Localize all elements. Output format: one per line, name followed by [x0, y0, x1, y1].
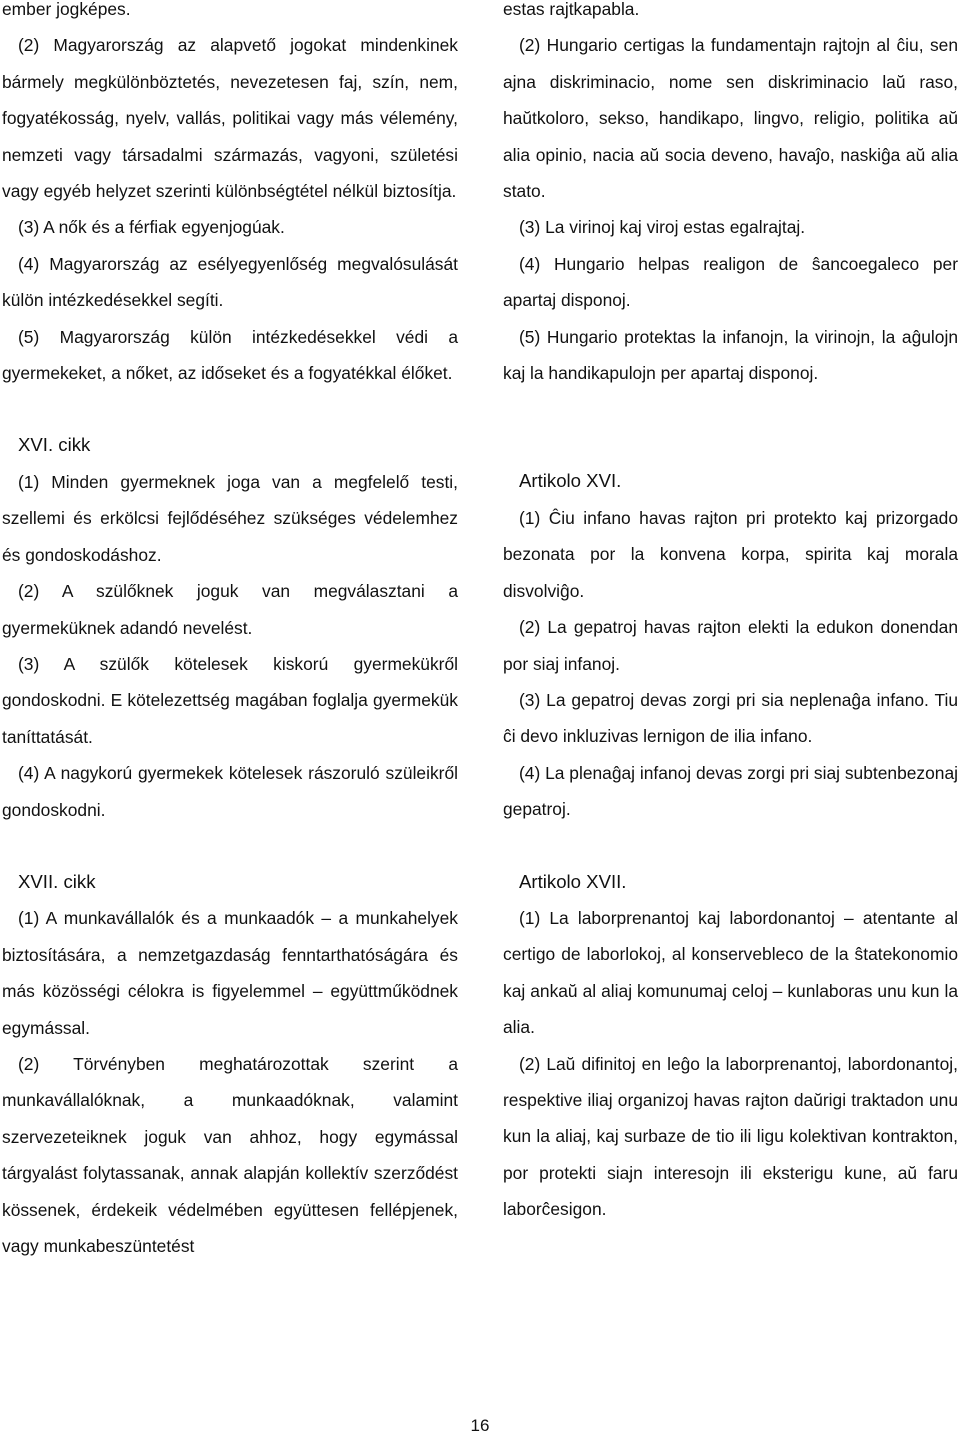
paragraph-continuation: estas rajtkapabla. [503, 0, 640, 19]
article-16-paragraph-3: (3) A szülők kötelesek kiskorú gyermekükről gondoskodni. E kötelezettség magában foglalja gyermekük taníttatását. [2, 653, 458, 747]
article-17-paragraph-2: (2) Laŭ difinitoj en leĝo la laborprenantoj, labordonantoj, respektive iliaj organizoj havas rajton daŭrigi traktadon unu kun la aliaj, kaj surbaze de tio ili ligu kolektivan kontrakton, por protekti siajn interesojn ili eksterigu kune, aŭ faru laborĉesigon. [503, 1053, 958, 1220]
article-16-paragraph-2: (2) A szülőknek joguk van megválasztani a gyermeküknek adandó nevelést. [2, 581, 458, 638]
paragraph-2: (2) Hungario certigas la fundamentajn rajtojn al ĉiu, sen ajna diskriminacio, nome sen diskriminacio laŭ raso, haŭtkoloro, sekso, handikapo, lingvo, religio, politika aŭ alia opinio, nacia aŭ socia deveno, havaĵo, naskiĝa aŭ alia stato. [503, 35, 958, 202]
hungarian-column [2, 0, 458, 1264]
paragraph-2: (2) Magyarország az alapvető jogokat mindenkinek bármely megkülönböztetés, nevezetesen faj, szín, nem, fogyatékosság, nyelv, vallás, politikai vagy más vélemény, nemzeti vagy társadalmi származás, vagyoni, születési vagy egyéb helyzet szerinti különbségtétel nélkül biztosítja. [2, 35, 458, 202]
article-16-paragraph-1: (1) Minden gyermeknek joga van a megfelelő testi, szellemi és erkölcsi fejlődéséhez szükséges védelemhez és gondoskodáshoz. [2, 471, 458, 565]
article-16-paragraph-4: (4) La plenaĝaj infanoj devas zorgi pri siaj subtenbezonaj gepatroj. [503, 762, 958, 820]
article-16-paragraph-2: (2) La gepatroj havas rajton elekti la edukon donendan por siaj infanoj. [503, 617, 958, 674]
article-17-paragraph-2: (2) Törvényben meghatározottak szerint a munkavállalóknak, a munkaadóknak, valamint szervezeteiknek joguk van ahhoz, hogy egymással tárgyalást folytassanak, annak alapján kollektív szerződést kössenek, érdekeik védelmében együttesen fellépjenek, vagy munkabeszüntetést [2, 1053, 458, 1256]
article-16-paragraph-1: (1) Ĉiu infano havas rajton pri protekto kaj prizorgado bezonata por la konvena korpa, spirita kaj morala disvolviĝo. [503, 507, 958, 601]
esperanto-column [503, 0, 958, 1228]
paragraph-4: (4) Magyarország az esélyegyenlőség megvalósulását külön intézkedésekkel segíti. [2, 253, 458, 311]
paragraph-continuation: ember jogképes. [2, 0, 131, 19]
paragraph-5: (5) Hungario protektas la infanojn, la virinojn, la aĝulojn kaj la handikapulojn per apartaj disponoj. [503, 326, 958, 384]
paragraph-3: (3) A nők és a férfiak egyenjogúak. [18, 217, 285, 238]
article-16-heading: Artikolo XVI. [519, 470, 622, 492]
paragraph-4: (4) Hungario helpas realigon de ŝancoegaleco per apartaj disponoj. [503, 253, 958, 311]
article-17-paragraph-1: (1) La laborprenantoj kaj labordonantoj – atentante al certigo de laborlokoj, al konservebleco de la ŝtatekonomio kaj ankaŭ al aliaj komunumaj celoj – kunlaboras unu kun la alia. [503, 907, 958, 1038]
article-17-heading: Artikolo XVII. [519, 870, 627, 892]
page-number: 16 [470, 1416, 490, 1435]
article-16-paragraph-3: (3) La gepatroj devas zorgi pri sia neplenaĝa infano. Tiu ĉi devo inkluzivas lernigon de ilia infano. [503, 689, 958, 747]
article-16-heading: XVI. cikk [18, 434, 91, 456]
paragraph-3: (3) La virinoj kaj viroj estas egalrajtaj. [519, 217, 806, 238]
paragraph-5: (5) Magyarország külön intézkedésekkel védi a gyermekeket, a nőket, az időseket és a fogyatékkal élőket. [2, 326, 458, 384]
article-16-paragraph-4: (4) A nagykorú gyermekek kötelesek rászoruló szüleikről gondoskodni. [2, 763, 458, 820]
article-17-heading: XVII. cikk [18, 870, 96, 892]
article-17-paragraph-1: (1) A munkavállalók és a munkaadók – a munkahelyek biztosítására, a nemzetgazdaság fenntarthatóságára és más közösségi célokra is figyelemmel – együttműködnek egymással. [2, 908, 458, 1038]
